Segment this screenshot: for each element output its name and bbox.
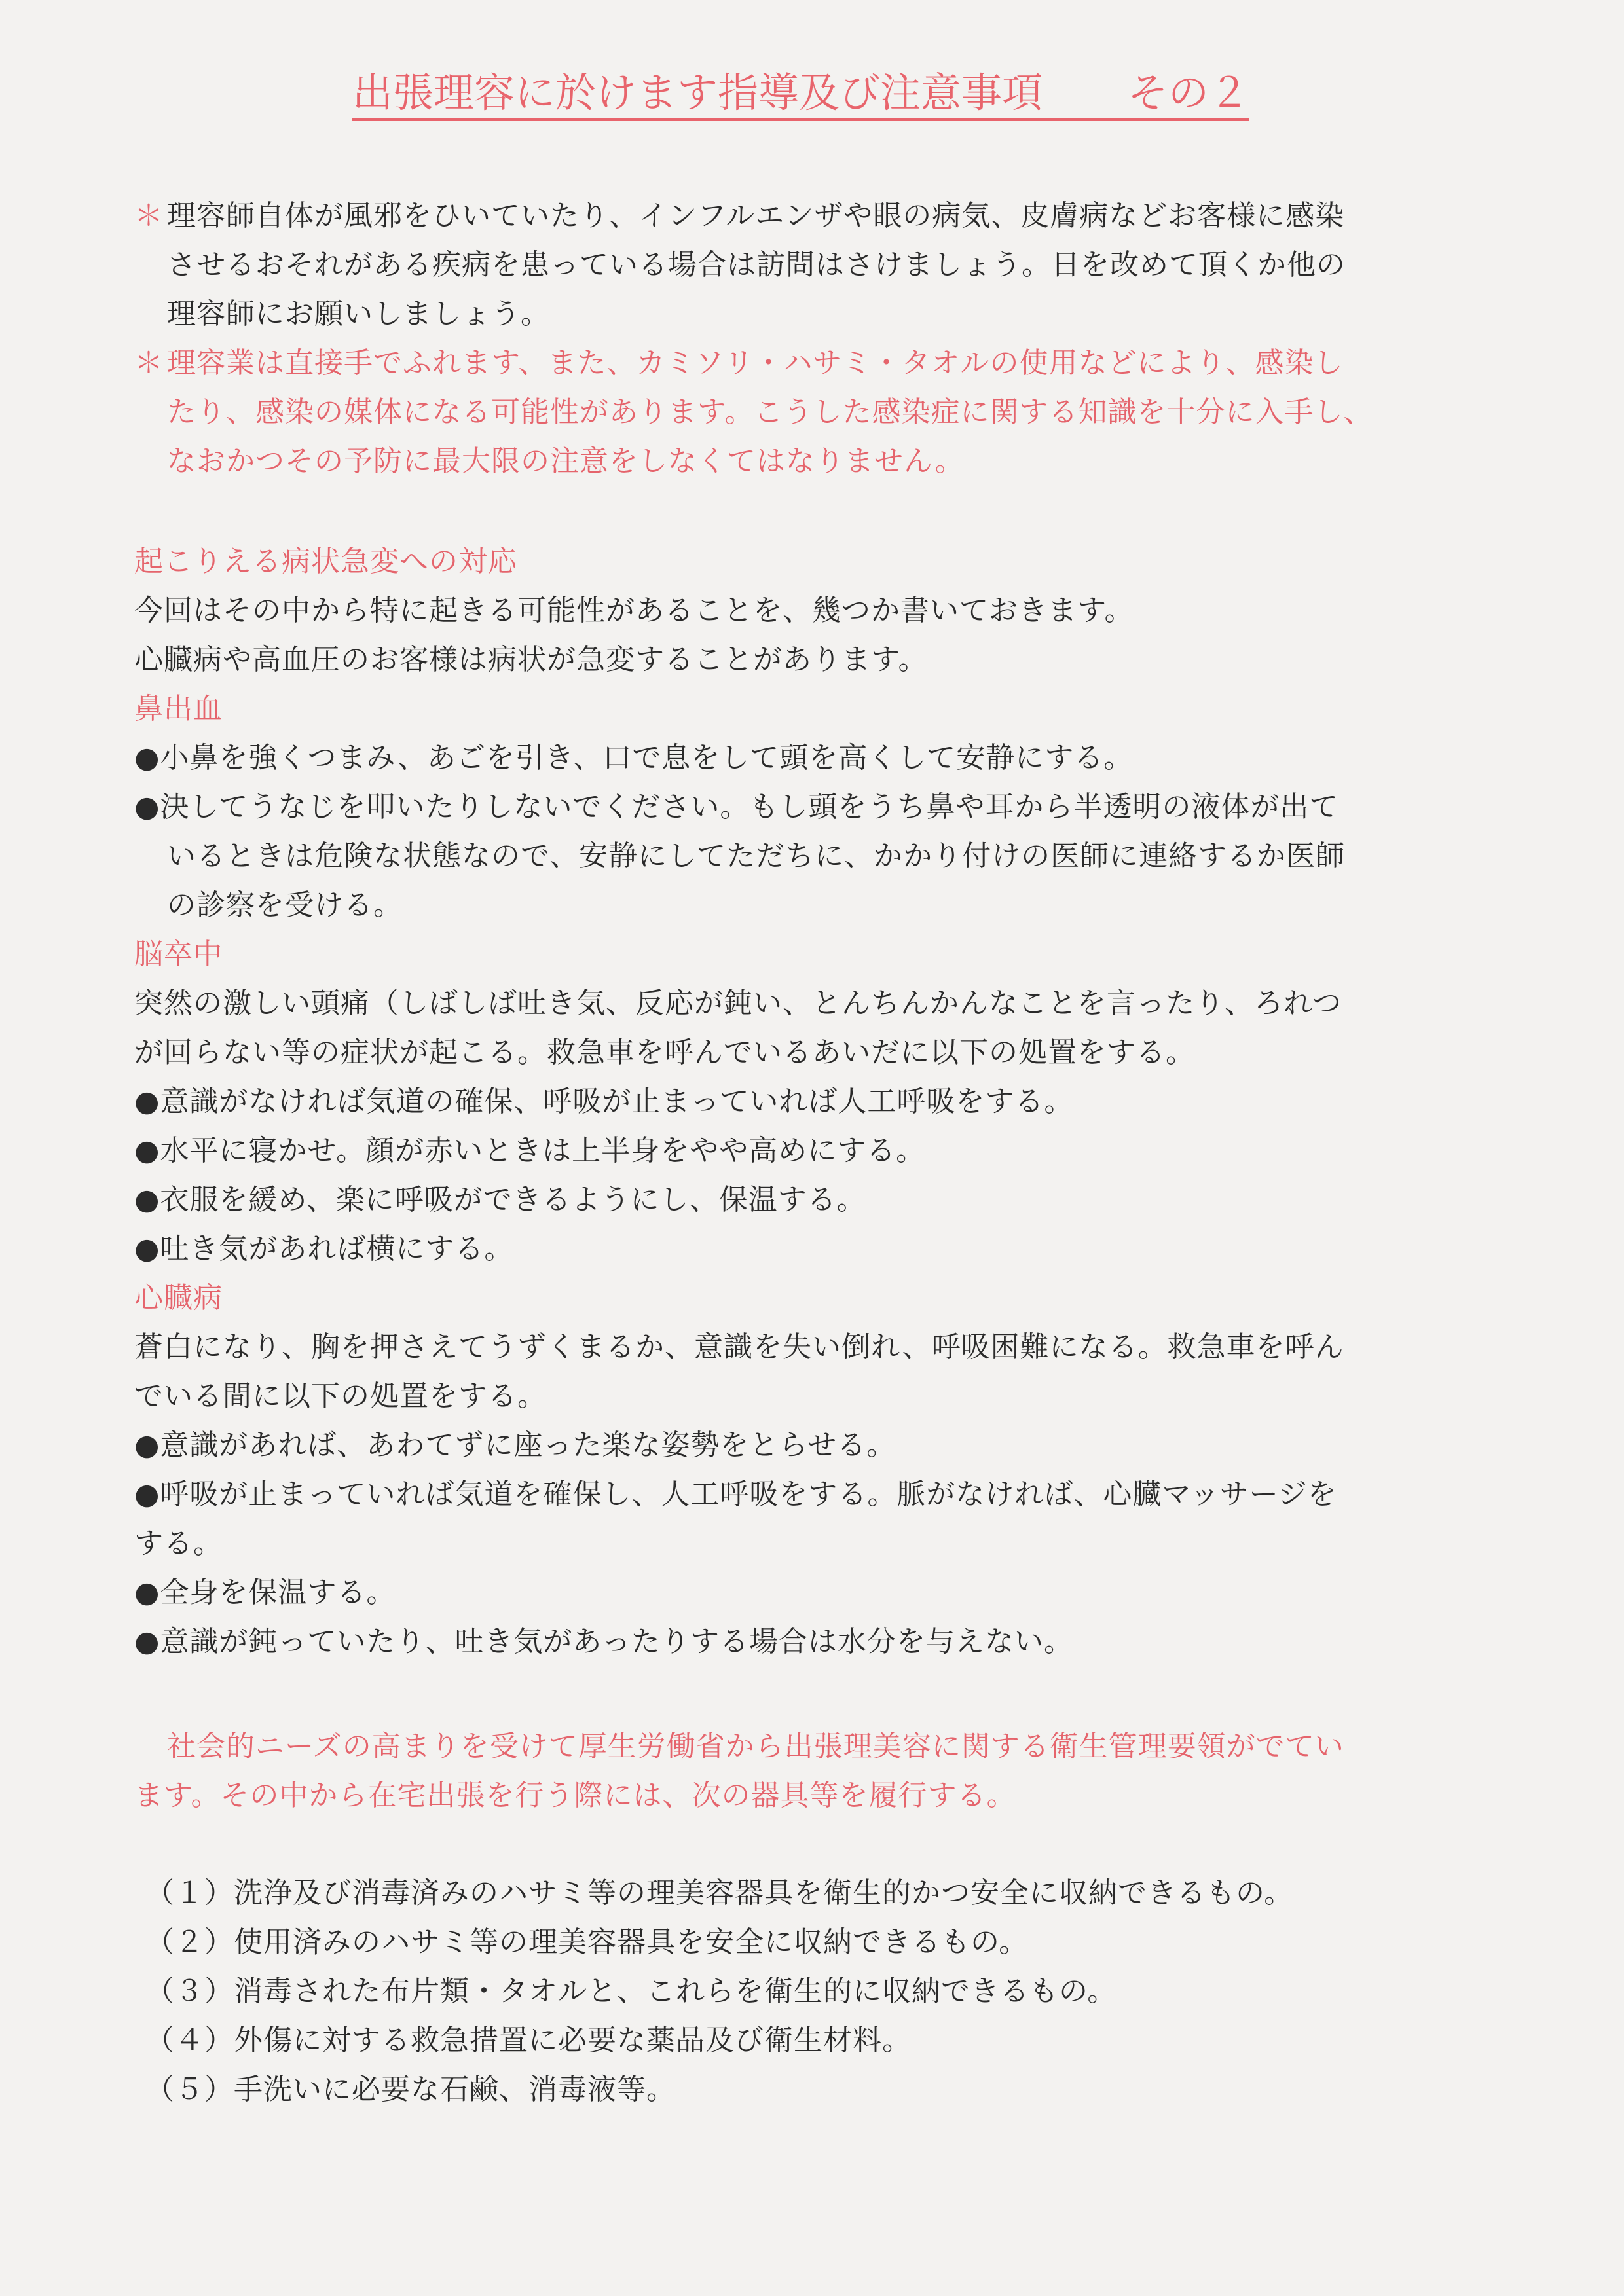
stroke-heading: 脳卒中 — [134, 938, 223, 971]
asterisk-icon: ＊ — [134, 346, 164, 380]
equipment-item-3: （３）消毒された布片類・タオルと、これらを衛生的に収納できるもの。 — [145, 1975, 1117, 2008]
heart-item-4: ●意識が鈍っていたり、吐き気があったりする場合は水分を与えない。 — [134, 1625, 1073, 1658]
equipment-item-2: （２）使用済みのハサミ等の理美容器具を安全に収納できるもの。 — [145, 1925, 1029, 1959]
stroke-item-4: ●吐き気があれば横にする。 — [134, 1232, 514, 1266]
heart-desc-2: でいる間に以下の処置をする。 — [134, 1379, 547, 1413]
intro-2-line-2: たり、感染の媒体になる可能性があります。こうした感染症に関する知識を十分に入手し、 — [167, 395, 1373, 429]
heart-item-2-line-2: する。 — [134, 1527, 223, 1560]
emergency-lead-2: 心臓病や高血圧のお客様は病状が急変することがあります。 — [134, 643, 928, 676]
heart-item-1: ●意識があれば、あわてずに座った楽な姿勢をとらせる。 — [134, 1429, 896, 1462]
emergency-heading: 起こりえる病状急変への対応 — [134, 545, 517, 578]
asterisk-icon: ＊ — [134, 199, 164, 232]
stroke-item-1: ●意識がなければ気道の確保、呼吸が止まっていれば人工呼吸をする。 — [134, 1085, 1074, 1118]
intro-2-line-3: なおかつその予防に最大限の注意をしなくてはなりません。 — [167, 445, 965, 478]
stroke-desc-1: 突然の激しい頭痛（しばしば吐き気、反応が鈍い、とんちんかんなことを言ったり、ろれつ — [134, 987, 1342, 1020]
notice-line-1: 社会的ニーズの高まりを受けて厚生労働省から出張理美容に関する衛生管理要領がでてい — [167, 1730, 1344, 1763]
nosebleed-item-2-line-1: ●決してうなじを叩いたりしないでください。もし頭をうち鼻や耳から半透明の液体が出て — [134, 790, 1339, 824]
nosebleed-heading: 鼻出血 — [134, 692, 223, 725]
equipment-item-4: （４）外傷に対する救急措置に必要な薬品及び衛生材料。 — [145, 2024, 912, 2057]
intro-1-line-3: 理容師にお願いしましょう。 — [167, 297, 550, 331]
notice-line-2: ます。その中から在宅出張を行う際には、次の器具等を履行する。 — [134, 1779, 1016, 1812]
heart-desc-1: 蒼白になり、胸を押さえてうずくまるか、意識を失い倒れ、呼吸困難になる。救急車を呼ん — [134, 1330, 1344, 1364]
title-main: 出張理容に於けます指導及び注意事項 — [352, 69, 1043, 117]
equipment-item-1: （１）洗浄及び消毒済みのハサミ等の理美容器具を衛生的かつ安全に収納できるもの。 — [145, 1876, 1294, 1910]
stroke-item-2: ●水平に寝かせ。顔が赤いときは上半身をやや高めにする。 — [134, 1134, 926, 1167]
nosebleed-item-2-line-3: の診察を受ける。 — [167, 888, 403, 922]
intro-2-line-1: ＊ 理容業は直接手でふれます、また、カミソリ・ハサミ・タオルの使用などにより、感染し — [134, 344, 1343, 383]
emergency-lead-1: 今回はその中から特に起きる可能性があることを、幾つか書いておきます。 — [134, 594, 1134, 627]
nosebleed-item-1: ●小鼻を強くつまみ、あごを引き、口で息をして頭を高くして安静にする。 — [134, 741, 1134, 774]
nosebleed-item-2-line-2: いるときは危険な状態なので、安静にしてただちに、かかり付けの医師に連絡するか医師 — [167, 839, 1346, 873]
equipment-item-5: （５）手洗いに必要な石鹸、消毒液等。 — [145, 2073, 676, 2106]
intro-1-line-1: ＊ 理容師自体が風邪をひいていたり、インフルエンザや眼の病気、皮膚病などお客様に感染 — [134, 196, 1344, 236]
heart-item-2-line-1: ●呼吸が止まっていれば気道を確保し、人工呼吸をする。脈がなければ、心臓マッサージを — [134, 1478, 1337, 1511]
intro-1-line-2: させるおそれがある疾病を患っている場合は訪問はさけましょう。日を改めて頂くか他の — [167, 248, 1346, 282]
title-sub: その２ — [1128, 69, 1250, 117]
heart-item-3: ●全身を保温する。 — [134, 1576, 396, 1609]
stroke-item-3: ●衣服を緩め、楽に呼吸ができるようにし、保温する。 — [134, 1183, 866, 1216]
stroke-desc-2: が回らない等の症状が起こる。救急車を呼んでいるあいだに以下の処置をする。 — [134, 1036, 1195, 1069]
heart-heading: 心臓病 — [134, 1281, 223, 1315]
page-title — [352, 68, 1249, 121]
